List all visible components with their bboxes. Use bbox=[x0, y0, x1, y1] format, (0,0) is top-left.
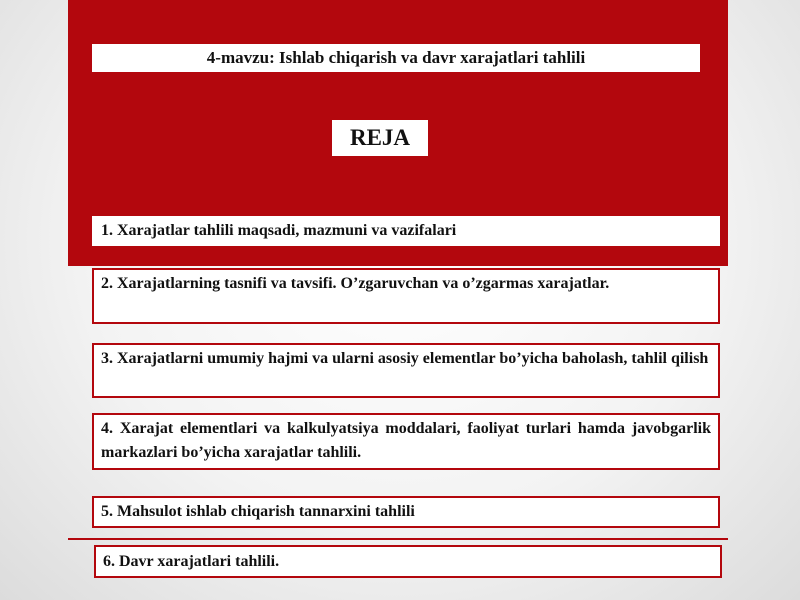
plan-item-6: 6. Davr xarajatlari tahlili. bbox=[94, 545, 722, 578]
plan-item-4: 4. Xarajat elementlari va kalkulyatsiya moddalari, faoliyat turlari hamda javobgarlik markazlari bo’yicha xarajatlar tahlili. bbox=[92, 413, 720, 470]
plan-heading: REJA bbox=[332, 120, 428, 156]
plan-item-2: 2. Xarajatlarning tasnifi va tavsifi. O’zgaruvchan va o’zgarmas xarajatlar. bbox=[92, 268, 720, 324]
plan-item-5: 5. Mahsulot ishlab chiqarish tannarxini tahlili bbox=[92, 496, 720, 528]
slide-title: 4-mavzu: Ishlab chiqarish va davr xarajatlari tahlili bbox=[92, 44, 700, 72]
plan-item-3: 3. Xarajatlarni umumiy hajmi va ularni asosiy elementlar bo’yicha baholash, tahlil qilish bbox=[92, 343, 720, 398]
divider-line bbox=[68, 538, 728, 540]
plan-item-1: 1. Xarajatlar tahlili maqsadi, mazmuni va vazifalari bbox=[92, 216, 720, 246]
